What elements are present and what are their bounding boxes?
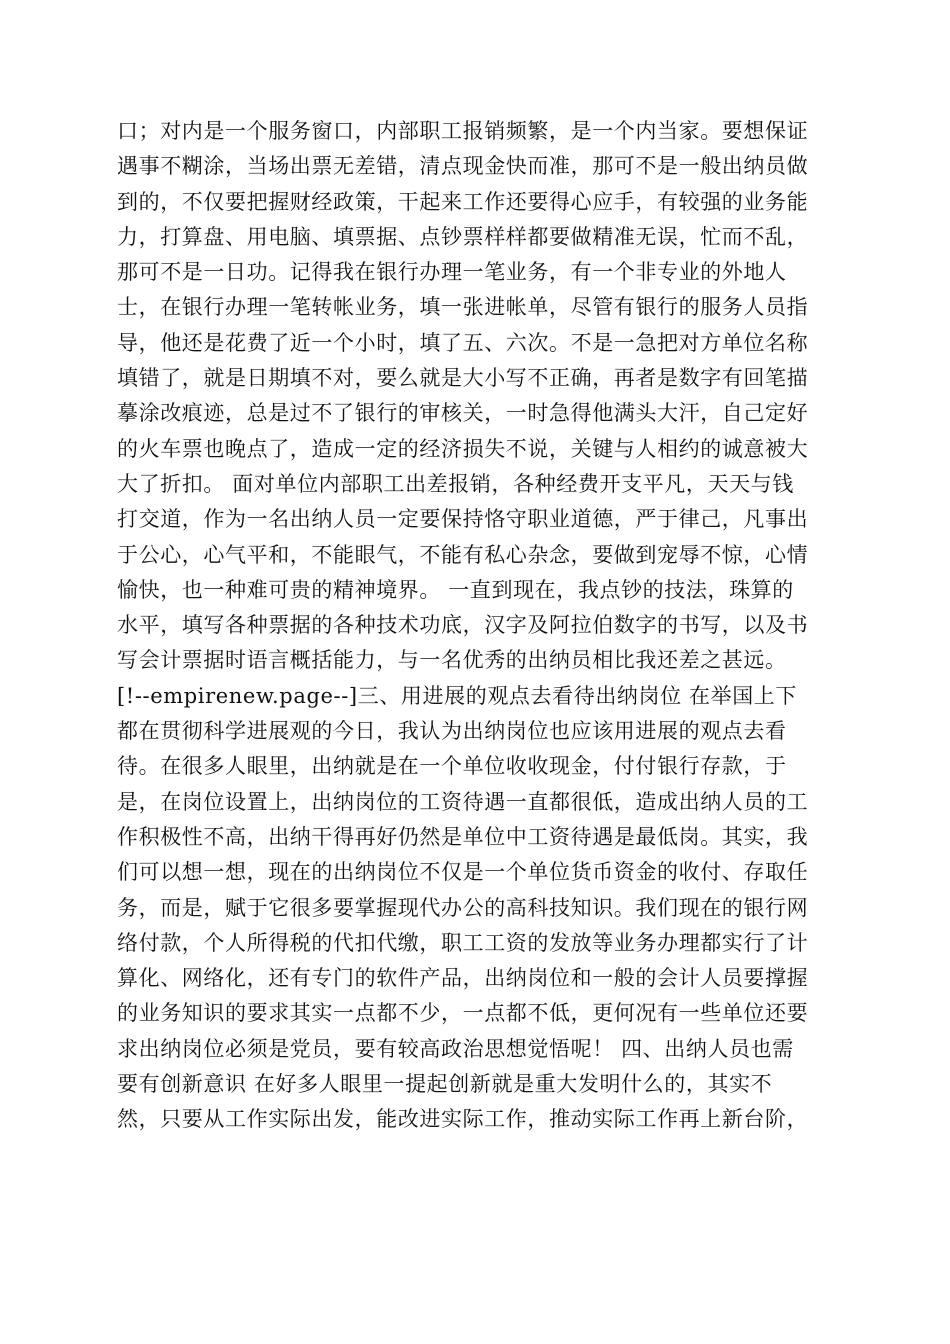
text-line: 到的，不仅要把握财经政策，干起来工作还要得心应手，有较强的业务能: [117, 189, 809, 214]
text-line: 务，而是，赋于它很多要掌握现代办公的高科技知识。我们现在的银行网: [117, 895, 809, 920]
text-line: 于公心，心气平和，不能眼气，不能有私心杂念，要做到宠辱不惊，心情: [117, 542, 809, 567]
body-text: [117, 114, 837, 1138]
text-line: 导，他还是花费了近一个小时，填了五、六次。不是一急把对方单位名称: [117, 330, 809, 355]
text-line: 作积极性不高，出纳干得再好仍然是单位中工资待遇是最低岗。其实，我: [117, 824, 809, 849]
text-line: 的火车票也晚点了，造成一定的经济损失不说，关键与人相约的诚意被大: [117, 436, 809, 461]
text-line: 算化、网络化，还有专门的软件产品，出纳岗位和一般的会计人员要撑握: [117, 966, 809, 991]
text-line: 求出纳岗位必须是党员，要有较高政治思想觉悟呢！ 四、出纳人员也需: [117, 1036, 794, 1061]
text-line: 士，在银行办理一笔转帐业务，填一张进帐单，尽管有银行的服务人员指: [117, 295, 809, 320]
text-line: 遇事不糊涂，当场出票无差错，清点现金快而准，那可不是一般出纳员做: [117, 154, 809, 179]
text-line: [!--empirenew.page--]三、用进展的观点去看待出纳岗位 在举国上下: [117, 683, 797, 708]
text-line: 络付款，个人所得税的代扣代缴，职工工资的发放等业务办理都实行了计: [117, 930, 809, 955]
text-line: 要有创新意识 在好多人眼里一提起创新就是重大发明什么的，其实不: [117, 1072, 773, 1097]
text-line: 水平，填写各种票据的各种技术功底，汉字及阿拉伯数字的书写，以及书: [117, 613, 809, 638]
text-line: 写会计票据时语言概括能力，与一名优秀的出纳员相比我还差之甚远。: [117, 648, 787, 673]
text-line: 们可以想一想，现在的出纳岗位不仅是一个单位货币资金的收付、存取任: [117, 860, 809, 885]
text-line: 都在贯彻科学进展观的今日，我认为出纳岗位也应该用进展的观点去看: [117, 719, 787, 744]
text-line: 然，只要从工作实际出发，能改进实际工作，推动实际工作再上新台阶，: [117, 1107, 809, 1132]
text-line: 填错了，就是日期填不对，要么就是大小写不正确，再者是数字有回笔描: [117, 366, 809, 391]
text-line: 待。在很多人眼里，出纳就是在一个单位收收现金，付付银行存款，于: [117, 754, 787, 779]
text-line: 口；对内是一个服务窗口，内部职工报销频繁，是一个内当家。要想保证: [117, 119, 809, 143]
text-line: 打交道，作为一名出纳人员一定要保持恪守职业道德，严于律己，凡事出: [117, 507, 809, 532]
text-line: 力，打算盘、用电脑、填票据、点钞票样样都要做精准无误，忙而不乱，: [117, 224, 809, 249]
text-line: 是，在岗位设置上，出纳岗位的工资待遇一直都很低，造成出纳人员的工: [117, 789, 809, 814]
text-line: 摹涂改痕迹，总是过不了银行的审核关，一时急得他满头大汗，自己定好: [117, 401, 809, 426]
text-line: 的业务知识的要求其实一点都不少，一点都不低，更何况有一些单位还要: [117, 1001, 809, 1026]
text-line: 那可不是一日功。记得我在银行办理一笔业务，有一个非专业的外地人: [117, 260, 787, 285]
text-line: 愉快，也一种难可贵的精神境界。 一直到现在，我点钞的技法，珠算的: [117, 577, 794, 602]
text-line: 大了折扣。 面对单位内部职工出差报销，各种经费开支平凡，天天与钱: [117, 471, 794, 496]
